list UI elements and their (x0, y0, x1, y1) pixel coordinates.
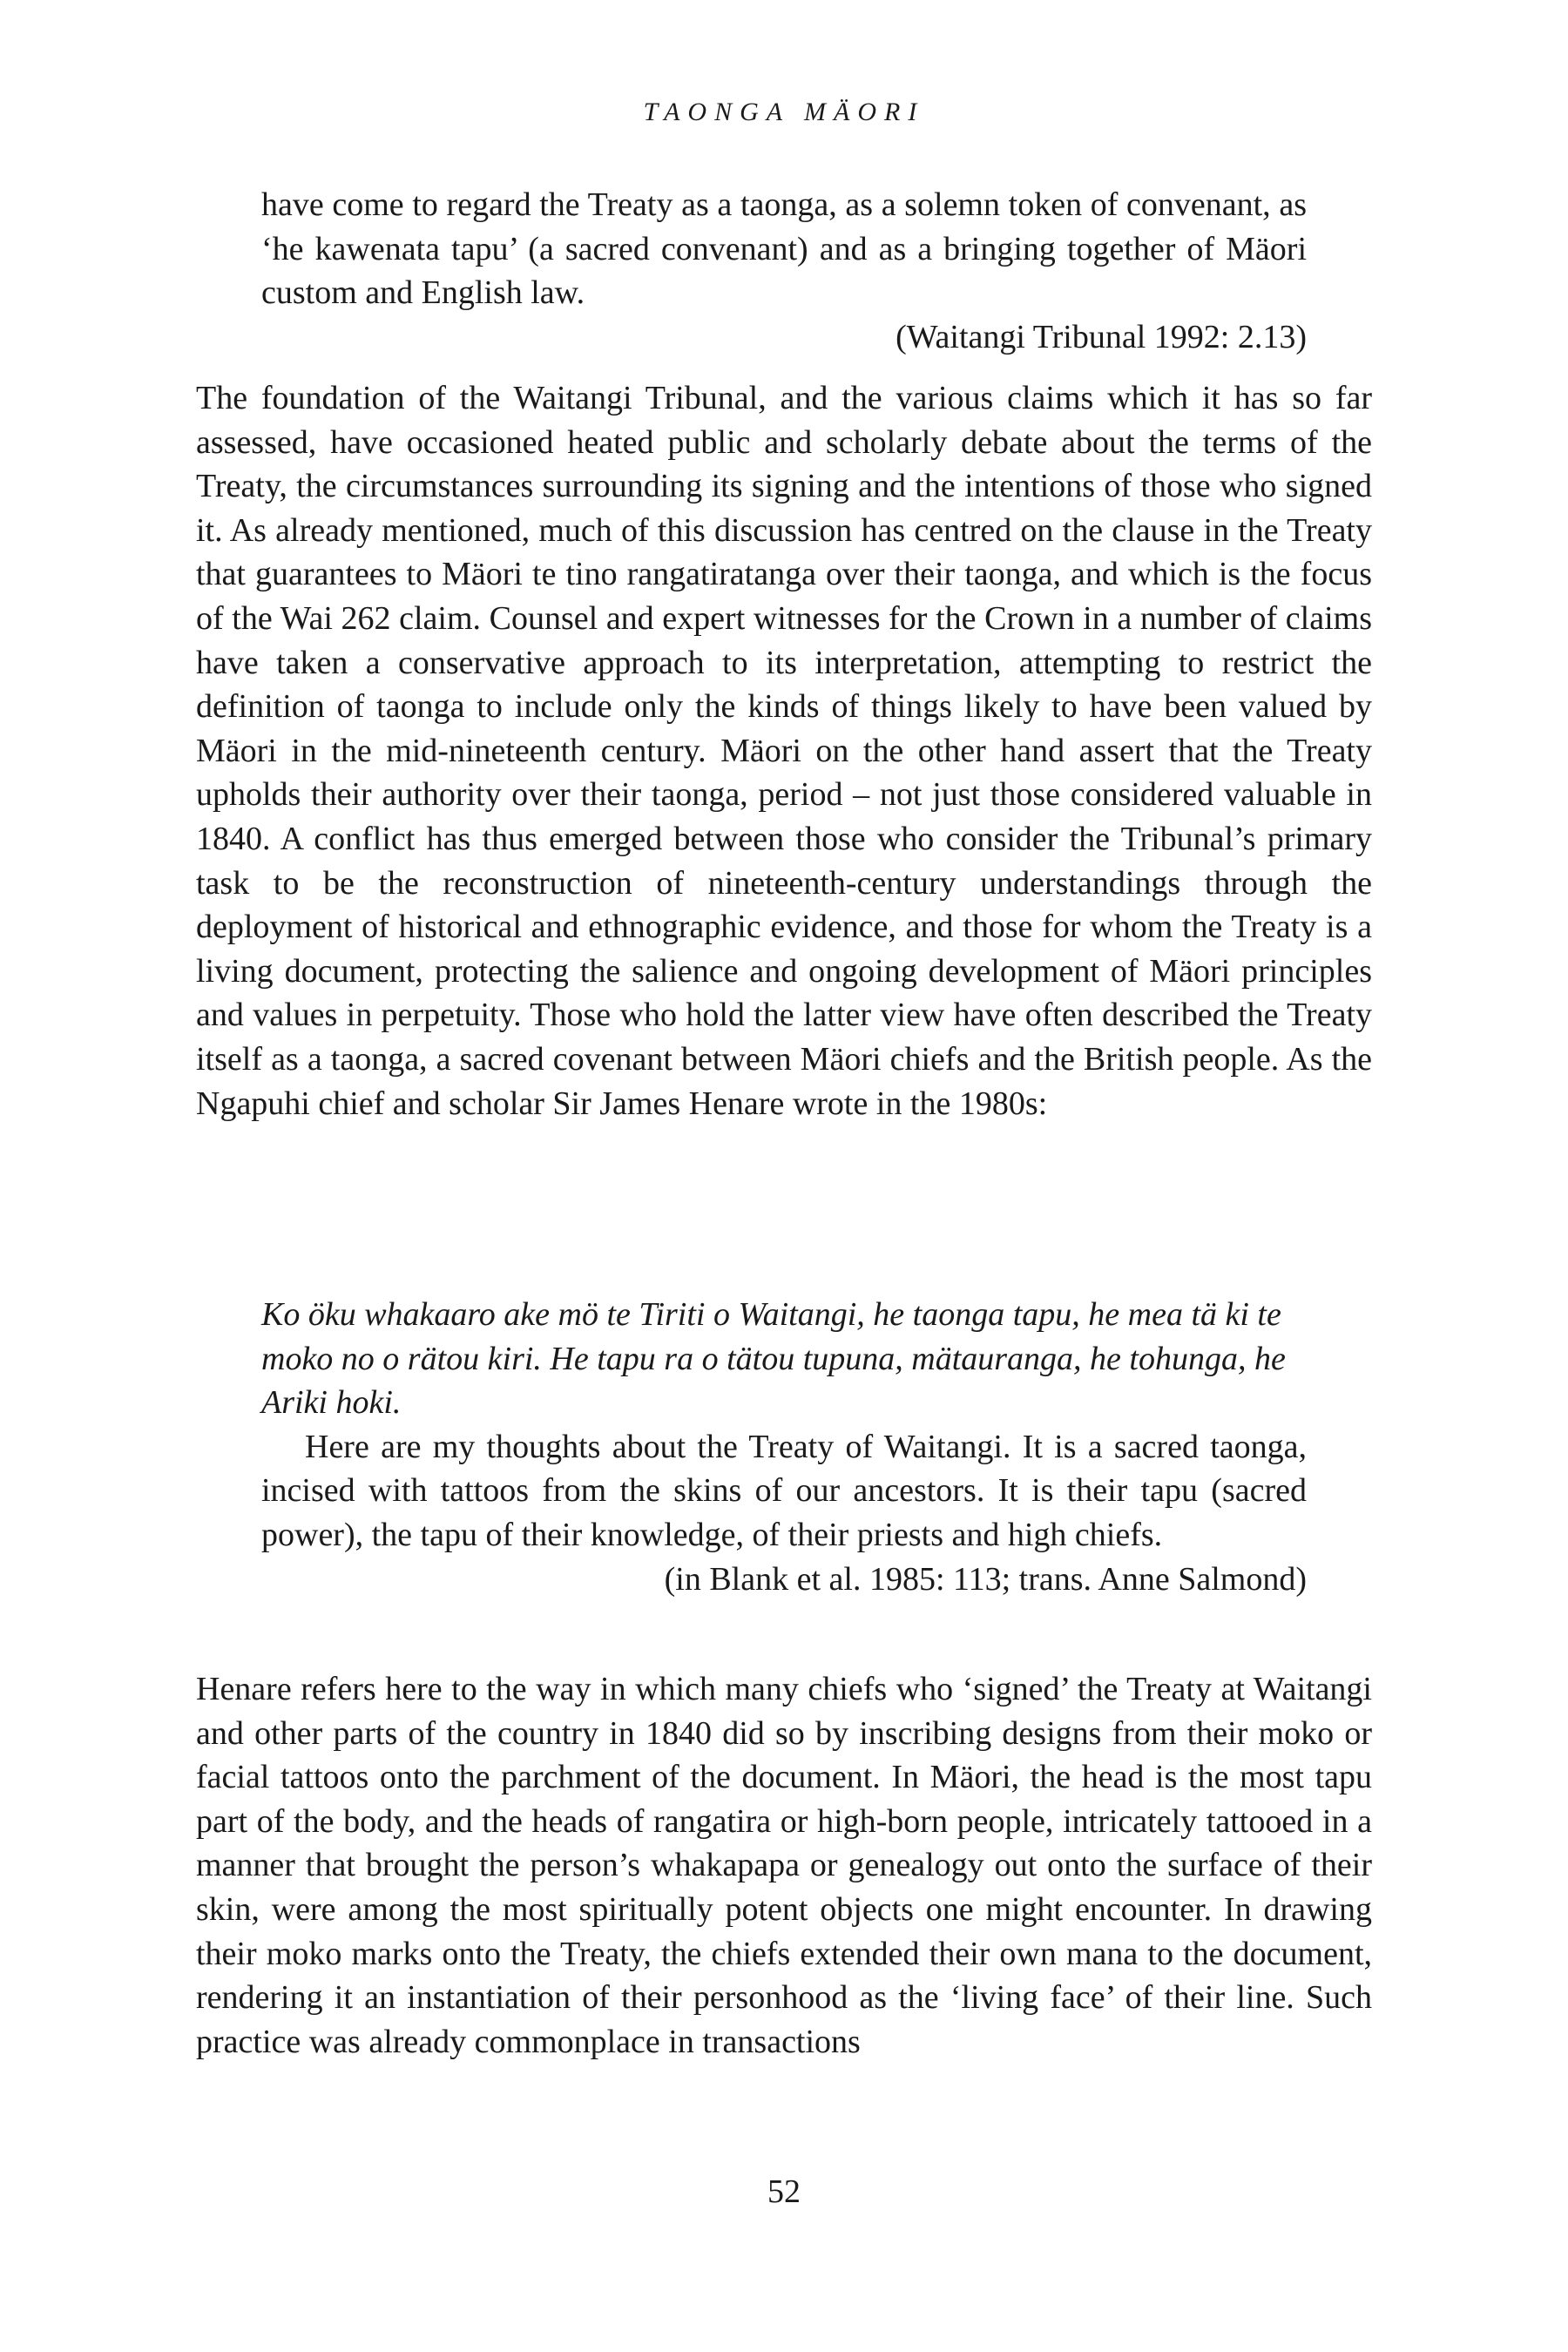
running-head: TAONGA MÄORI (643, 98, 925, 126)
page-number: 52 (767, 2173, 801, 2210)
body-paragraph-1 (196, 376, 1372, 1125)
quote-citation: (Waitangi Tribunal 1992: 2.13) (896, 318, 1307, 355)
quote-translation: Here are my thoughts about the Treaty of Waitangi. It is a sacred taonga, incised with tattoos from the skins of our ancestors. It is their tapu (sacred power), the tapu of their knowledge, of their priests and high chiefs. (261, 1428, 1307, 1553)
block-quote-tribunal (261, 183, 1307, 359)
maori-quote: Ko öku whakaaro ake mö te Tiriti o Waitangi, he taonga tapu, he mea tä ki te moko no o rätou kiri. He tapu ra o tätou tupuna, mätauranga, he tohunga, he Ariki hoki. (261, 1296, 1286, 1422)
paragraph-text: The foundation of the Waitangi Tribunal, and the various claims which it has so far assessed, have occasioned heated public and scholarly debate about the terms of the Treaty, the circumstances surrounding its signing and the intentions of those who signed it. As already mentioned, much of this discussion has centred on the clause in the Treaty that guarantees to Mäori te tino rangatiratanga over their taonga, and which is the focus of the Wai 262 claim. Counsel and expert witnesses for the Crown in a number of claims have taken a conservative approach to its interpretation, attempting to restrict the definition of taonga to include only the kinds of things likely to have been valued by Mäori in the mid-nineteenth century. Mäori on the other hand assert that the Treaty upholds their authority over their taonga, period – not just those considered valuable in 1840. A conflict has thus emerged between those who consider the Tribunal’s primary task to be the reconstruction of nineteenth-century understandings through the deployment of historical and ethnographic evidence, and those for whom the Treaty is a living document, protecting the salience and ongoing development of Mäori principles and values in perpetuity. Those who hold the latter view have often described the Treaty itself as a taonga, a sacred covenant between Mäori chiefs and the British people. As the Ngapuhi chief and scholar Sir James Henare wrote in the 1980s: (196, 380, 1372, 1122)
quote-text: have come to regard the Treaty as a taonga, as a solemn token of convenant, as ‘he kawenata tapu’ (a sacred convenant) and as a bringing together of Mäori custom and English law. (261, 186, 1307, 312)
body-paragraph-2 (196, 1667, 1372, 2064)
block-quote-henare (261, 1293, 1307, 1601)
quote-citation: (in Blank et al. 1985: 113; trans. Anne Salmond) (664, 1560, 1307, 1598)
paragraph-text: Henare refers here to the way in which many chiefs who ‘signed’ the Treaty at Waitangi and other parts of the country in 1840 did so by inscribing designs from their moko or facial tattoos onto the parchment of the document. In Mäori, the head is the most tapu part of the body, and the heads of rangatira or high-born people, intricately tattooed in a manner that brought the person’s whakapapa or genealogy out onto the surface of their skin, were among the most spiritually potent objects one might encounter. In drawing their moko marks onto the Treaty, the chiefs extended their own mana to the document, rendering it an instantiation of their personhood as the ‘living face’ of their line. Such practice was already commonplace in transactions (196, 1671, 1372, 2060)
